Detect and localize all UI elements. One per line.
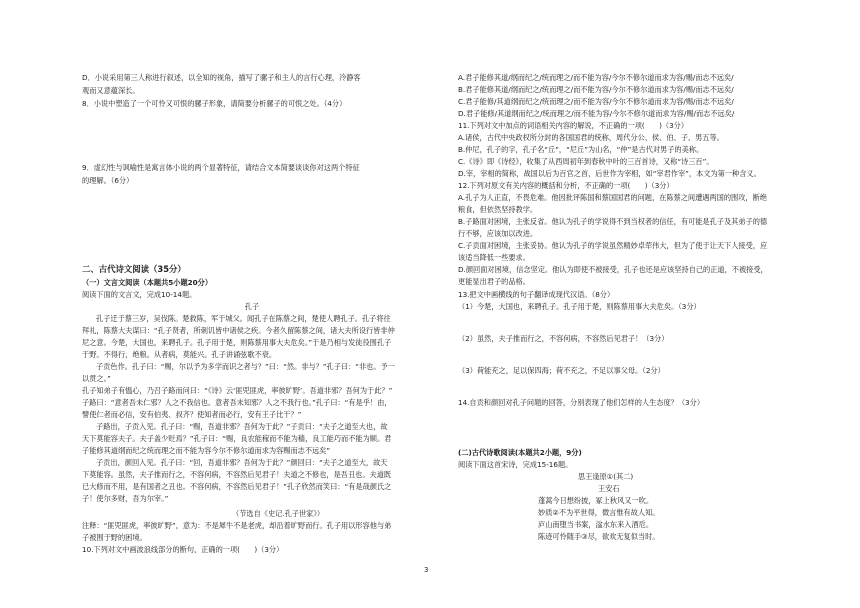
passage-line: 孔子迁于蔡三岁，吴伐陈。楚救陈，军于城父。闻孔子在陈蔡之间，楚使人聘孔子。孔子将往 (96, 314, 391, 323)
passage-source: （节选自《史记.孔子世家》） (232, 509, 325, 518)
q12-option-line: 更能显出君子的品格。 (458, 277, 530, 286)
passage-line: 子贡出，颜回入见。孔子曰：“回，吾道非邪？吾何为于此？”颜回曰：“夫子之道至大，故天 (96, 458, 388, 467)
q12-option-line: A.孔子为人正直，不畏危难。他因批评陈国和蔡国国君的问题，在陈蔡之间遭遇两国的围攻，断绝 (458, 193, 767, 202)
question-12: 12.下列对原文有关内容的概括和分析，不正确的一项( )（3分） (458, 181, 674, 190)
note-line2: 子被围于野的困境。 (82, 533, 147, 542)
q11-option-b: B.仲尼，孔子的字，孔子名“丘”，“尼丘”为山名，“仲”是古代对男子的美称。 (458, 145, 704, 154)
question-9-line1: 9．虚幻性与讽喻性是寓言体小说的两个显著特征，请结合文本简要谈谈你对这两个特征 (82, 163, 360, 172)
q10-option-d: D.君子能修/其道纲而纪之/统而理之/而不能为容/今尔不修尔道而求为容/赐/而志不远矣/ (458, 109, 735, 118)
subsection-title: （一）文言文阅读（本题共5小题20分） (82, 278, 213, 287)
passage-line: 已大修而不用，是有国者之丑也。不容何病，不容然后见君子！”孔子欣然而笑曰：“有是哉颜氏之 (82, 482, 392, 491)
passage-line: 孔子知弟子有愠心，乃召子路而问曰：“《诗》云‘匪兕匪虎，率彼旷野’。吾道非邪？吾何为于此？” (82, 386, 393, 395)
poem-line: 陈迹可怜随手③尽，欲欢无复似当时。 (538, 532, 660, 541)
q12-option-line: 行不够，应该加以改进。 (458, 229, 538, 238)
note-line1: 注释：“匪兕匪虎，率彼旷野”，意为：不是犀牛不是老虎，却沿着旷野而行。孔子用以形容他与弟 (82, 521, 392, 530)
passage-line: 子能修其道纲而纪之统而理之而不能为容今尔不修尔道而求为容赐而志不远矣” (82, 446, 331, 455)
q11-option-d: D.宰，宰相的简称，战国以后为百官之首，后世作为宰相，如“宰君作宰”，本文为第一种含义。 (458, 169, 761, 178)
poem-instruction: 阅读下面这首宋诗，完成15-16题。 (458, 460, 573, 469)
question-11: 11.下列对文中加点的词语相关内容的解说，不正确的一项( )（3分） (458, 121, 689, 130)
q11-option-a: A.诸侯，古代中央政权所分封的各国国君的统称，周代分公、侯、伯、子、男五等。 (458, 133, 724, 142)
question-13: 13.把文中画横线的句子翻译成现代汉语。（8分） (458, 290, 615, 299)
question-14: 14.自贡和颜回对孔子问题的回答，分别表现了他们怎样的人生态度？（3分） (458, 398, 705, 407)
passage-line: 于野。不得行，绝粮。从者病，莫能兴。孔子讲诵弦歌不衰。 (82, 350, 277, 359)
passage-line: 以贯之。” (82, 374, 111, 383)
poem-line: 蓬蒿今日想纷披，冢上秋风又一吹。 (538, 496, 654, 505)
passage-line: 天下莫能容夫子。夫子盖少贬焉？”孔子曰：“赐，良农能稼而不能为穑，良工能巧而不能为顺。君 (82, 434, 392, 443)
passage-line: 子路曰：“意者吾未仁邪？人之不我信也。意者吾未知邪？人之不我行也。”孔子曰：“有是乎！由， (82, 398, 392, 407)
q12-option-line: D.颜回面对困境，信念坚定。他认为即使不被接受，孔子也还是应该坚持自己的正道，不被接受， (458, 265, 768, 274)
passage-line: 譬使仁者而必信，安有伯夷、叔齐？使知者而必行，安有王子比干？” (82, 410, 302, 419)
poem-title: 思王逢原①(其二) (578, 472, 634, 481)
subsection-instruction: 阅读下面的文言文，完成10-14题。 (82, 290, 197, 299)
poem-line: 妙质②不为平世得，微言惟有故人知。 (538, 508, 660, 517)
q13-item-2: （2）虽然，夫子推而行之，不容何病，不容然后见君子！（3分） (458, 334, 669, 343)
question-8: 8．小说中塑造了一个可怜又可恨的骡子形象，请简要分析骡子的可恨之处。（4分） (82, 99, 347, 108)
q12-option-line: 粮食，但依然坚持教学。 (458, 205, 538, 214)
q13-item-1: （1）今楚，大国也，来聘孔子。孔子用于楚，则陈蔡用事大夫危矣。（3分） (458, 302, 701, 311)
q12-option-line: C.子贡面对困境，主张妥协。他认为孔子的学说虽然精妙卓荦伟大，但为了使于让天下人接受，应 (458, 241, 768, 250)
q12-option-line: 该适当降低一些要求。 (458, 253, 530, 262)
passage-line: 子！使尔多财，吾为尔宰。” (82, 494, 169, 503)
page-number: 3 (424, 566, 429, 574)
passage-title: 孔子 (244, 302, 260, 311)
q10-option-b: B.君子能修其道/纲而纪之/统而理之/而不能为容/今尔不修尔道而求为容/赐/而志不远矣/ (458, 85, 734, 94)
poem-author: 王安石 (598, 484, 620, 493)
passage-line: 子路出，子贡入见。孔子曰：“赐，吾道非邪？吾何为于此？”子贡曰：“夫子之道至大也，故 (96, 422, 388, 431)
option-d-line2: 观而又意蕴深长。 (82, 86, 140, 95)
question-9-line2: 的理解。（6分） (82, 176, 134, 185)
passage-line: 下莫能容。虽然，夫子推而行之，不容何病，不容然后见君子！夫道之不修也，是吾丑也。夫道既 (82, 470, 392, 479)
q13-item-3: （3）荷能充之，足以保四海；荷不充之，不足以事父母。（2分） (458, 366, 665, 375)
poem-line: 庐山南堕当书案，湓水东来入酒卮。 (538, 520, 654, 529)
passage-line: 尼之意。今楚，大国也，来聘孔子。孔子用于楚，则陈蔡用事大夫危矣。”于是乃相与发徒役围孔子 (82, 338, 392, 347)
q10-option-a: A.君子能修其道/纲而纪之/统而理之/而不能为容/今尔不修尔道而求为容/赐/而志不远矣/ (458, 73, 734, 82)
q12-option-line: B.子路面对困境，主张反省。他认为孔子的学说得不到当权者的信任，有可能是孔子及其弟子的德 (458, 217, 768, 226)
question-10: 10.下列对文中画波浪线部分的断句，正确的一项( )（3分） (82, 545, 284, 554)
option-d-line1: D．小说采用第三人称进行叙述，以全知的视角，描写了骡子和主人的言行心理，冷静客 (82, 73, 361, 82)
q11-option-c: C.《诗》即《诗经》，收集了从西周初年到春秋中叶的三百首诗，又称“诗三百”。 (458, 157, 714, 166)
passage-line: 子贡色作。孔子曰：“赐，尔以予为多学而识之者与？”曰：“然。非与？”孔子曰：“非也。予一 (96, 362, 395, 371)
passage-line: 拜礼，陈蔡大夫谋曰：“孔子贤者，所刺讥皆中诸侯之疾。今者久留陈蔡之间，诸大夫所设行皆非仲 (82, 326, 395, 335)
section-title: 二、古代诗文阅读（35分） (82, 264, 186, 274)
q10-option-c: C.君子能修/其道纲而纪之/统而理之/而不能为容/今尔不修尔道而求为容/赐/而志不远矣/ (458, 97, 734, 106)
poem-section-title: (二)古代诗歌阅读(本题共2小题，9分) (458, 448, 582, 457)
